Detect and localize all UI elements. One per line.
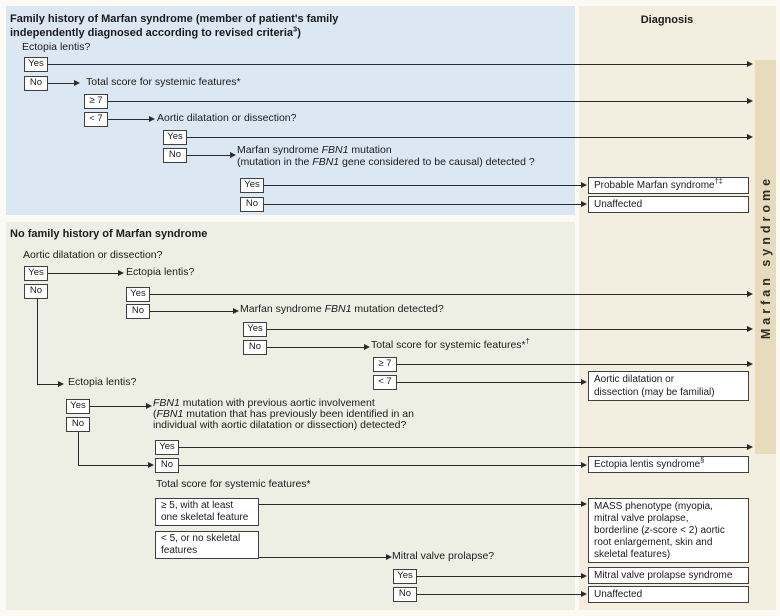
connector-line [187,137,747,138]
arrow-head [581,201,587,207]
lt7-box-family: < 7 [84,112,108,127]
no-box-nf-ectopia2: No [66,417,90,432]
arrow-head [58,381,64,387]
connector-line [48,273,118,274]
fbn1-gene-italic5: FBN1 [156,408,184,420]
connector-line [416,576,581,577]
connector-line [150,294,747,295]
no-box-nf-fbn1prev: No [155,458,179,473]
lt5-line1: < 5, or no skeletal [161,533,241,544]
no-box-mitral: No [393,587,417,602]
outcome-aortic-familial [588,371,749,401]
fbn1-causal-line2-post: gene considered to be causal) detected ? [339,155,535,168]
no-box-nf-ectopia1: No [126,304,150,319]
family-title-line2: independently diagnosed according to revised criteria [10,26,294,39]
z-score-italic: z [644,525,650,536]
connector-line [267,347,364,348]
fbn1-prev-line2-pre: ( [153,408,157,420]
connector-line [90,406,146,407]
fbn1-causal-line1-post: mutation [348,144,392,156]
ge5-skeletal-box [155,498,259,526]
criteria-superscript: 3 [293,23,298,33]
ge7-box-family: ≥ 7 [84,94,108,109]
fbn1-causal-line1-pre: Marfan syndrome [237,144,322,156]
mass-line1: MASS phenotype (myopia, [594,501,713,512]
yes-box-family-aortic: Yes [163,130,187,145]
family-title-close: ) [297,26,301,39]
connector-line [108,119,149,120]
fbn1-prev-line1-post: mutation with previous aortic involvement [179,397,375,409]
mass-line4: root enlargement, skin and [594,537,713,548]
question-ectopia-2-nofamily: Ectopia lentis? [68,376,137,388]
fbn1-gene-italic4: FBN1 [153,397,180,409]
connector-line [108,101,747,102]
yes-box-family-fbn1: Yes [240,178,264,193]
question-ectopia-1-nofamily: Ectopia lentis? [126,266,195,278]
arrow-head [386,554,392,560]
no-box-family-aortic: No [163,148,187,163]
connector-line [397,364,747,365]
arrow-head [747,61,753,67]
arrow-head [747,361,753,367]
no-box-nf-fbn1: No [243,340,267,355]
yes-box-nf-ectopia1: Yes [126,287,150,302]
connector-line [78,465,148,466]
yes-box-nf-fbn1prev: Yes [155,440,179,455]
outcome-mass-phenotype [588,498,749,563]
outcome-unaffected-top: Unaffected [588,196,749,213]
arrow-head [581,501,587,507]
fbn1-gene-italic2: FBN1 [312,155,340,168]
aortic-familial-line1: Aortic dilatation or [594,374,675,385]
outcome-unaffected-bottom: Unaffected [588,586,749,603]
aortic-familial-line2: dissection (may be familial) [594,387,715,398]
question-systemic-score-family: Total score for systemic features* [86,76,241,88]
no-box-family-fbn1: No [240,197,264,212]
arrow-head [581,379,587,385]
mass-line3-pre: borderline ( [594,525,645,536]
question-fbn1-previous [153,398,414,431]
connector-line [264,185,581,186]
question-systemic-score-3: Total score for systemic features* [156,478,311,490]
arrow-head [747,444,753,450]
mass-line2: mitral valve prolapse, [594,513,689,524]
connector-line [179,447,747,448]
fbn1-prev-line2-post: mutation that has previously been identified in an [183,408,414,420]
question-systemic-score-2 [371,336,530,352]
ectopia-syndrome-text: Ectopia lentis syndrome [594,459,701,470]
ge5-line2: one skeletal feature [161,511,249,523]
yes-box-nf-fbn1: Yes [243,322,267,337]
arrow-head [581,573,587,579]
family-title-line1: Family history of Marfan syndrome (member of patient's family [10,13,339,25]
fbn1-detected-post: mutation detected? [351,303,444,315]
arrow-head [146,403,152,409]
connector-line [78,432,79,465]
arrow-head [747,326,753,332]
connector-line [259,504,581,505]
connector-line [416,594,581,595]
outcome-probable-marfan [588,177,749,194]
mass-line3-post: -score < 2) aortic [649,525,725,536]
arrow-head [118,270,124,276]
arrow-head [148,462,154,468]
yes-box-family-ectopia: Yes [24,57,48,72]
ectopia-syndrome-sup: § [700,455,705,465]
marfan-syndrome-vertical-label: Marfan syndrome [759,174,773,340]
fbn1-causal-line2-pre: (mutation in the [237,155,313,168]
ge7-box-nofamily: ≥ 7 [373,357,397,372]
connector-line [259,557,386,558]
question-ectopia-lentis-family: Ectopia lentis? [22,41,91,53]
yes-box-nf-aortic: Yes [24,266,48,281]
arrow-head [233,308,239,314]
arrow-head [149,116,155,122]
connector-line [397,382,581,383]
no-box-nf-aortic: No [24,284,48,299]
mass-line5: skeletal features) [594,549,671,560]
systemic-score-2-sup: † [525,336,530,346]
question-aortic-family: Aortic dilatation or dissection? [157,112,297,124]
arrow-head [364,344,370,350]
arrow-head [581,462,587,468]
arrow-head [747,291,753,297]
systemic-score-2-text: Total score for systemic features* [371,339,526,351]
question-fbn1-causal [237,145,535,168]
fbn1-gene-italic3: FBN1 [324,303,352,315]
fbn1-detected-pre: Marfan syndrome [240,303,325,315]
connector-line [150,311,233,312]
outcome-mitral-syndrome: Mitral valve prolapse syndrome [588,567,749,584]
connector-line [187,155,230,156]
connector-line [267,329,747,330]
question-fbn1-detected [240,304,444,316]
lt7-box-nofamily: < 7 [373,375,397,390]
arrow-head [747,134,753,140]
fbn1-gene-italic: FBN1 [321,144,349,156]
arrow-head [581,591,587,597]
arrow-head [74,80,80,86]
no-box-family-ectopia: No [24,76,48,91]
connector-line [264,204,581,205]
probable-marfan-sup: †‡ [714,176,723,186]
connector-line [48,64,747,65]
question-mitral-valve: Mitral valve prolapse? [392,550,495,562]
probable-marfan-text: Probable Marfan syndrome [594,180,715,191]
arrow-head [230,152,236,158]
diagnosis-header: Diagnosis [640,14,694,26]
connector-line [37,299,38,384]
outcome-ectopia-syndrome [588,456,749,473]
yes-box-mitral: Yes [393,569,417,584]
arrow-head [581,182,587,188]
fbn1-prev-line3: individual with aortic dilatation or dissection) detected? [153,419,407,431]
no-family-section-title: No family history of Marfan syndrome [10,228,208,240]
connector-line [48,83,74,84]
lt5-skeletal-box [155,531,259,559]
ge5-line1: ≥ 5, with at least [161,500,234,511]
connector-line [37,384,58,385]
arrow-head [747,98,753,104]
connector-line [179,465,581,466]
question-aortic-nofamily: Aortic dilatation or dissection? [23,249,163,261]
yes-box-nf-ectopia2: Yes [66,399,90,414]
family-section-title [10,13,338,40]
lt5-line2: features [161,544,198,556]
